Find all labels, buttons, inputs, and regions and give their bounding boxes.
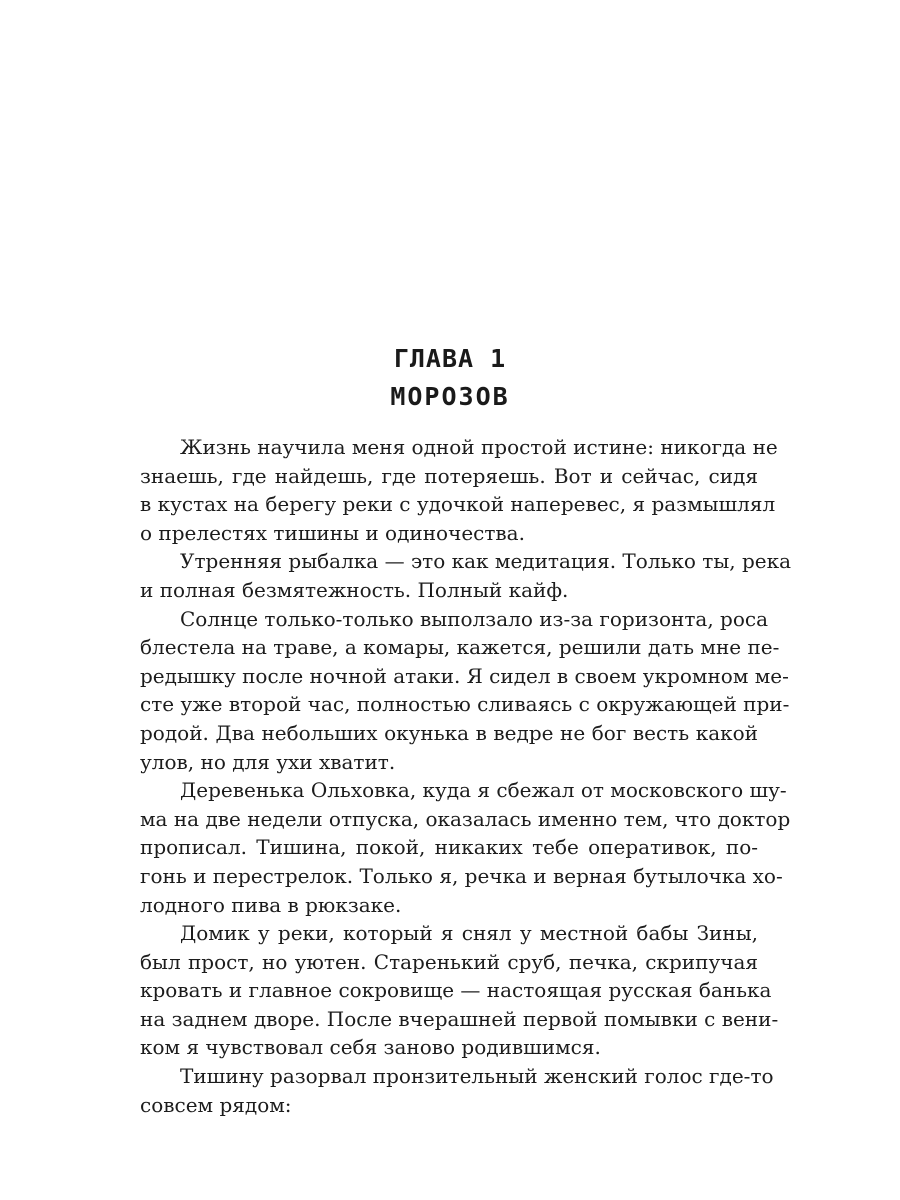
text-line: Тишину разорвал пронзительный женский голос где-то bbox=[180, 1064, 774, 1089]
paragraph bbox=[140, 433, 778, 547]
text-line: о прелестях тишины и одиночества. bbox=[140, 520, 525, 545]
text-line: кровать и главное сокровище — настоящая русская банька bbox=[140, 978, 772, 1003]
chapter-title: МОРОЗОВ bbox=[390, 382, 510, 411]
text-line: Утренняя рыбалка — это как медитация. Только ты, река bbox=[180, 549, 792, 574]
text-line: Домик у реки, который я снял у местной бабы Зины, bbox=[180, 921, 758, 946]
text-line: Жизнь научила меня одной простой истине: никогда не bbox=[180, 435, 778, 459]
text-line: улов, но для ухи хватит. bbox=[140, 749, 396, 774]
paragraph bbox=[140, 547, 792, 604]
body-text bbox=[140, 433, 792, 1119]
text-line: Деревенька Ольховка, куда я сбежал от московского шу- bbox=[180, 778, 787, 803]
text-line: ком я чувствовал себя заново родившимся. bbox=[140, 1035, 601, 1060]
text-line: блестела на траве, а комары, кажется, решили дать мне пе- bbox=[140, 635, 780, 660]
text-line: ма на две недели отпуска, оказалась именно тем, что доктор bbox=[140, 806, 791, 831]
text-line: лодного пива в рюкзаке. bbox=[140, 892, 402, 917]
text-line: в кустах на берегу реки с удочкой наперевес, я размышлял bbox=[140, 492, 776, 517]
text-line: был прост, но уютен. Старенький сруб, печка, скрипучая bbox=[140, 949, 758, 974]
chapter-number: ГЛАВА 1 bbox=[393, 344, 507, 373]
text-line: редышку после ночной атаки. Я сидел в своем укромном ме- bbox=[140, 663, 789, 688]
text-line: Солнце только-только выползало из-за горизонта, роса bbox=[180, 606, 769, 631]
paragraph bbox=[140, 776, 791, 919]
text-line: родой. Два небольших окунька в ведре не бог весть какой bbox=[140, 720, 758, 745]
paragraph bbox=[140, 919, 779, 1062]
paragraph bbox=[140, 605, 790, 777]
chapter-heading bbox=[0, 340, 900, 416]
text-line: прописал. Тишина, покой, никаких тебе оперативок, по- bbox=[140, 835, 758, 860]
text-line: и полная безмятежность. Полный кайф. bbox=[140, 577, 569, 602]
text-line: гонь и перестрелок. Только я, речка и верная бутылочка хо- bbox=[140, 863, 783, 888]
text-line: совсем рядом: bbox=[140, 1092, 292, 1117]
text-line: на заднем дворе. После вчерашней первой помывки с вени- bbox=[140, 1006, 779, 1031]
paragraph bbox=[140, 1062, 774, 1119]
text-line: сте уже второй час, полностью сливаясь с окружающей при- bbox=[140, 692, 790, 717]
text-line: знаешь, где найдешь, где потеряешь. Вот и сейчас, сидя bbox=[140, 463, 758, 488]
